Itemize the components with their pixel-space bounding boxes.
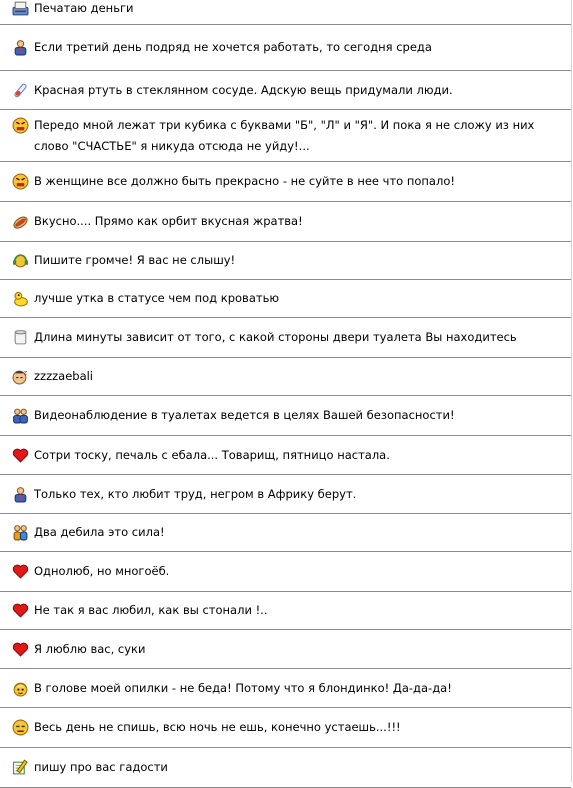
status-text: Не так я вас любил, как вы стонали !.. [34,603,268,617]
headphones-face-icon [12,252,29,269]
hotdog-icon [12,213,29,230]
status-text: Однолюб, но многоёб. [34,564,170,578]
tired-face-icon [12,719,29,736]
blonde-face-icon [12,680,29,697]
status-text: В голове моей опилки - не беда! Потому что я блондинко! Да-да-да! [34,681,452,695]
status-text: В женщине все должно быть прекрасно - не суйте в нее что попало! [34,174,455,188]
heart-icon [12,563,29,580]
heart-icon [12,641,29,658]
angry-face-icon [12,117,29,134]
angry-face-icon [12,173,29,190]
heart-icon [12,447,29,464]
status-text: Весь день не спишь, всю ночь не ешь, конечно устаешь...!!! [34,720,401,734]
status-text: Сотри тоску, печаль с ебала... Товарищ, пятницо настала. [34,448,390,462]
status-text: Я люблю вас, суки [34,642,146,656]
status-item[interactable] [0,592,571,630]
status-text: пишу про вас гадости [34,760,168,774]
businessman-icon [12,486,29,503]
status-item[interactable] [0,514,571,552]
status-item[interactable] [0,280,571,318]
status-item[interactable] [0,110,571,162]
users-group-icon [12,407,29,424]
status-text: лучше утка в статусе чем под кроватью [34,291,280,305]
status-item[interactable] [0,318,571,358]
status-item[interactable] [0,0,571,25]
status-item[interactable] [0,242,571,280]
status-text: Видеонаблюдение в туалетах ведется в целях Вашей безопасности! [34,408,455,422]
status-item[interactable] [0,436,571,475]
heart-icon [12,602,29,619]
status-item[interactable] [0,630,571,669]
svg-text:z: z [23,368,28,377]
toilet-paper-icon [12,329,29,346]
status-text: Длина минуты зависит от того, с какой стороны двери туалета Вы находитесь [34,330,517,344]
typewriter-icon [12,0,29,17]
status-text: Красная ртуть в стеклянном сосуде. Адскую вещь придумали люди. [34,83,453,97]
status-text: zzzzaebali [34,369,94,383]
status-item[interactable] [0,202,571,242]
status-text: Только тех, кто любит труд, негром в Африку берут. [34,487,357,501]
status-item[interactable] [0,475,571,514]
status-item[interactable] [0,71,571,110]
status-text: Вкусно.... Прямо как орбит вкусная жратва! [34,214,303,228]
status-item[interactable] [0,708,571,748]
sleepy-face-icon [12,368,29,385]
status-item[interactable] [0,396,571,436]
status-item[interactable] [0,552,571,592]
status-item[interactable] [0,162,571,202]
notepad-pencil-icon [12,759,29,776]
duck-icon [12,290,29,307]
businessman-icon [12,39,29,56]
test-tube-icon [12,82,29,99]
status-item[interactable] [0,25,571,71]
status-item[interactable] [0,669,571,708]
two-people-icon [12,524,29,541]
status-text: Пишите громче! Я вас не слышу! [34,253,236,267]
status-text: Печатаю деньги [34,1,134,15]
status-item[interactable] [0,358,571,396]
status-text: Два дебила это сила! [34,525,165,539]
status-item[interactable] [0,748,571,788]
status-text: Если третий день подряд не хочется работать, то сегодня среда [34,40,432,54]
status-text: Передо мной лежат три кубика с буквами "Б", "Л" и "Я". И пока я не сложу из них слово "СЧАСТЬЕ" я никуда отсюда не уйду!... [34,118,535,153]
